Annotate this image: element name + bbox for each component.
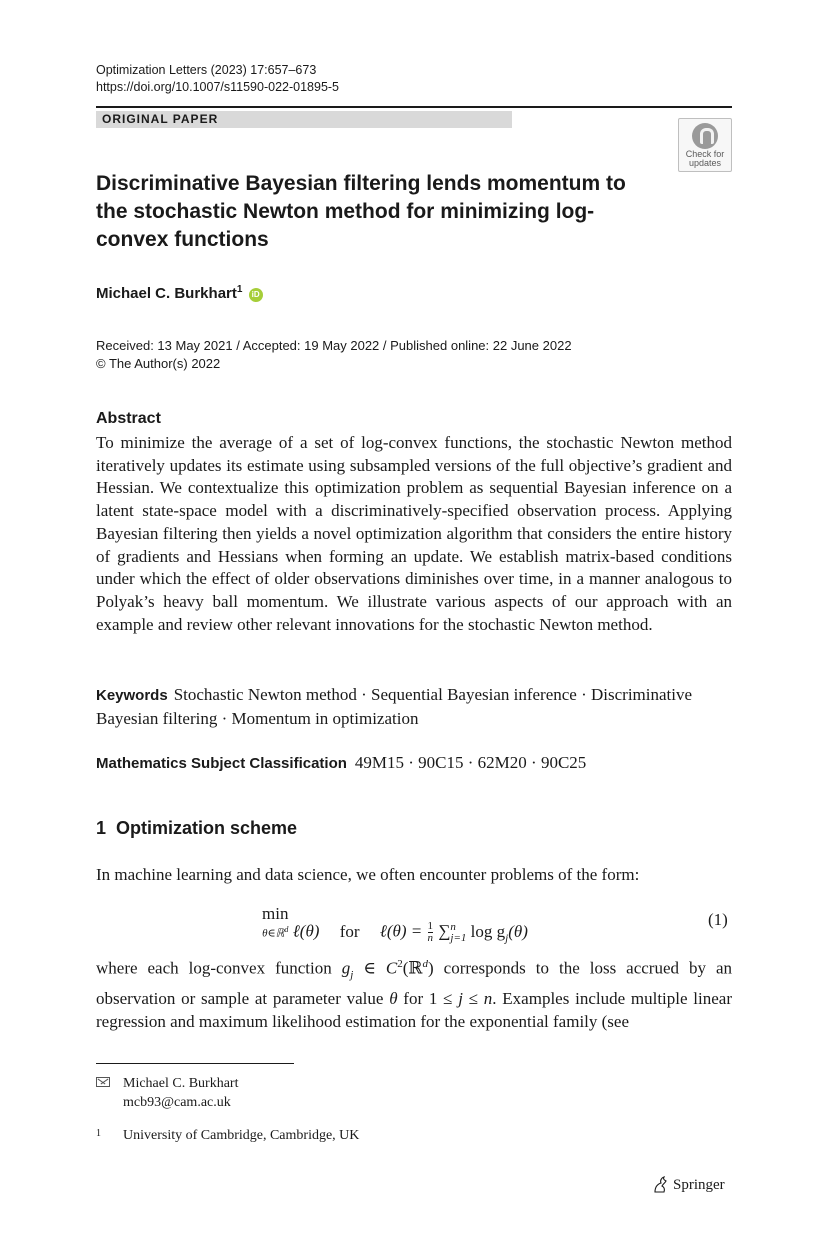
abstract-text: To minimize the average of a set of log-convex functions, the stochastic Newton method iteratively updates its estimate using subsampled versions of the full objective’s gradient and Hessian. We contextualize this optimization problem as sequential Bayesian inference on a latent state-space model with a discriminatively-specified observation process. Applying Bayesian filtering then yields a novel optimization algorithm that considers the entire history of gradients and Hessians when forming an update. We establish matrix-based conditions under which the effect of older observations diminishes over time, in a manner analogous to Polyak’s heavy ball momentum. We illustrate various aspects of our approach with an example and review other relevant innovations for the stochastic Newton method.	[96, 433, 732, 634]
check-badge-line1: Check for	[685, 149, 725, 159]
msc-codes: 49M15 · 90C15 · 62M20 · 90C25	[354, 753, 587, 772]
equation-log-term: $\log g_j(\theta)$	[470, 921, 528, 945]
footnote-rule	[96, 1063, 294, 1064]
journal-citation: Optimization Letters (2023) 17:657–673	[96, 63, 317, 77]
bookmark-icon	[692, 123, 718, 149]
abstract-heading: Abstract	[96, 410, 161, 427]
section-number: 1	[96, 818, 107, 838]
subject-classification	[96, 751, 586, 775]
min-operator: min θ∈ℝ$^d$	[262, 904, 289, 940]
contact-email[interactable]: mcb93@cam.ac.uk	[123, 1095, 231, 1110]
equation-number: (1)	[708, 910, 728, 929]
section-heading	[96, 818, 297, 839]
orcid-icon[interactable]: iD	[249, 288, 263, 302]
body-paragraph: where each log-convex function $g_j$ ∈ $C^2(ℝ^d)$ corresponds to the loss accrued by an observation or sample at parameter value θ for 1 ≤ j ≤ n. Examples include multiple linear regression and maximum likelihood estimation for the exponential family (see	[96, 958, 733, 1032]
springer-horse-icon	[652, 1176, 668, 1194]
msc-label: Mathematics Subject Classification	[96, 755, 347, 772]
author-line	[96, 284, 263, 302]
corresponding-author	[123, 1074, 238, 1112]
keywords	[96, 683, 732, 730]
section-title: Optimization scheme	[116, 818, 298, 838]
header-rule	[96, 106, 732, 108]
copyright: © The Author(s) 2022	[96, 356, 221, 371]
check-badge-line2: updates	[688, 158, 722, 168]
intro-paragraph: In machine learning and data science, we often encounter problems of the form:	[96, 865, 640, 884]
equation-rhs-left: ℓ(θ) =	[379, 921, 423, 941]
envelope-icon	[96, 1077, 110, 1087]
paper-title: Discriminative Bayesian filtering lends momentum to the stochastic Newton method for minimizing log-convex functions	[96, 172, 626, 251]
check-for-updates-badge[interactable]	[678, 118, 732, 172]
doi-link[interactable]: https://doi.org/10.1007/s11590-022-01895-5	[96, 80, 340, 94]
sum-symbol: ∑	[438, 921, 451, 941]
journal-header	[96, 62, 339, 96]
author-affiliation-mark: 1	[236, 284, 243, 295]
affiliation: University of Cambridge, Cambridge, UK	[123, 1128, 360, 1143]
equation-fraction: $\frac{1}{n}$	[427, 920, 434, 945]
keywords-label: Keywords	[96, 687, 168, 704]
contact-name: Michael C. Burkhart	[123, 1076, 239, 1091]
paper-type-banner: ORIGINAL PAPER	[96, 111, 512, 128]
publication-dates	[96, 337, 572, 373]
publisher-name: Springer	[673, 1176, 725, 1193]
date-history: Received: 13 May 2021 / Accepted: 19 May 2022 / Published online: 22 June 2022	[96, 338, 572, 353]
affiliation-number: 1	[96, 1128, 101, 1139]
keywords-text: Stochastic Newton method · Sequential Bayesian inference · Discriminative Bayesian filtering · Momentum in optimization	[96, 685, 693, 728]
publisher-logo	[652, 1176, 725, 1194]
sum-limits: n j=1	[450, 920, 467, 944]
equation-lhs: ℓ(θ)	[292, 921, 320, 941]
equation-1	[262, 904, 528, 944]
equation-connector: for	[339, 921, 360, 941]
author-name[interactable]: Michael C. Burkhart	[96, 285, 237, 302]
